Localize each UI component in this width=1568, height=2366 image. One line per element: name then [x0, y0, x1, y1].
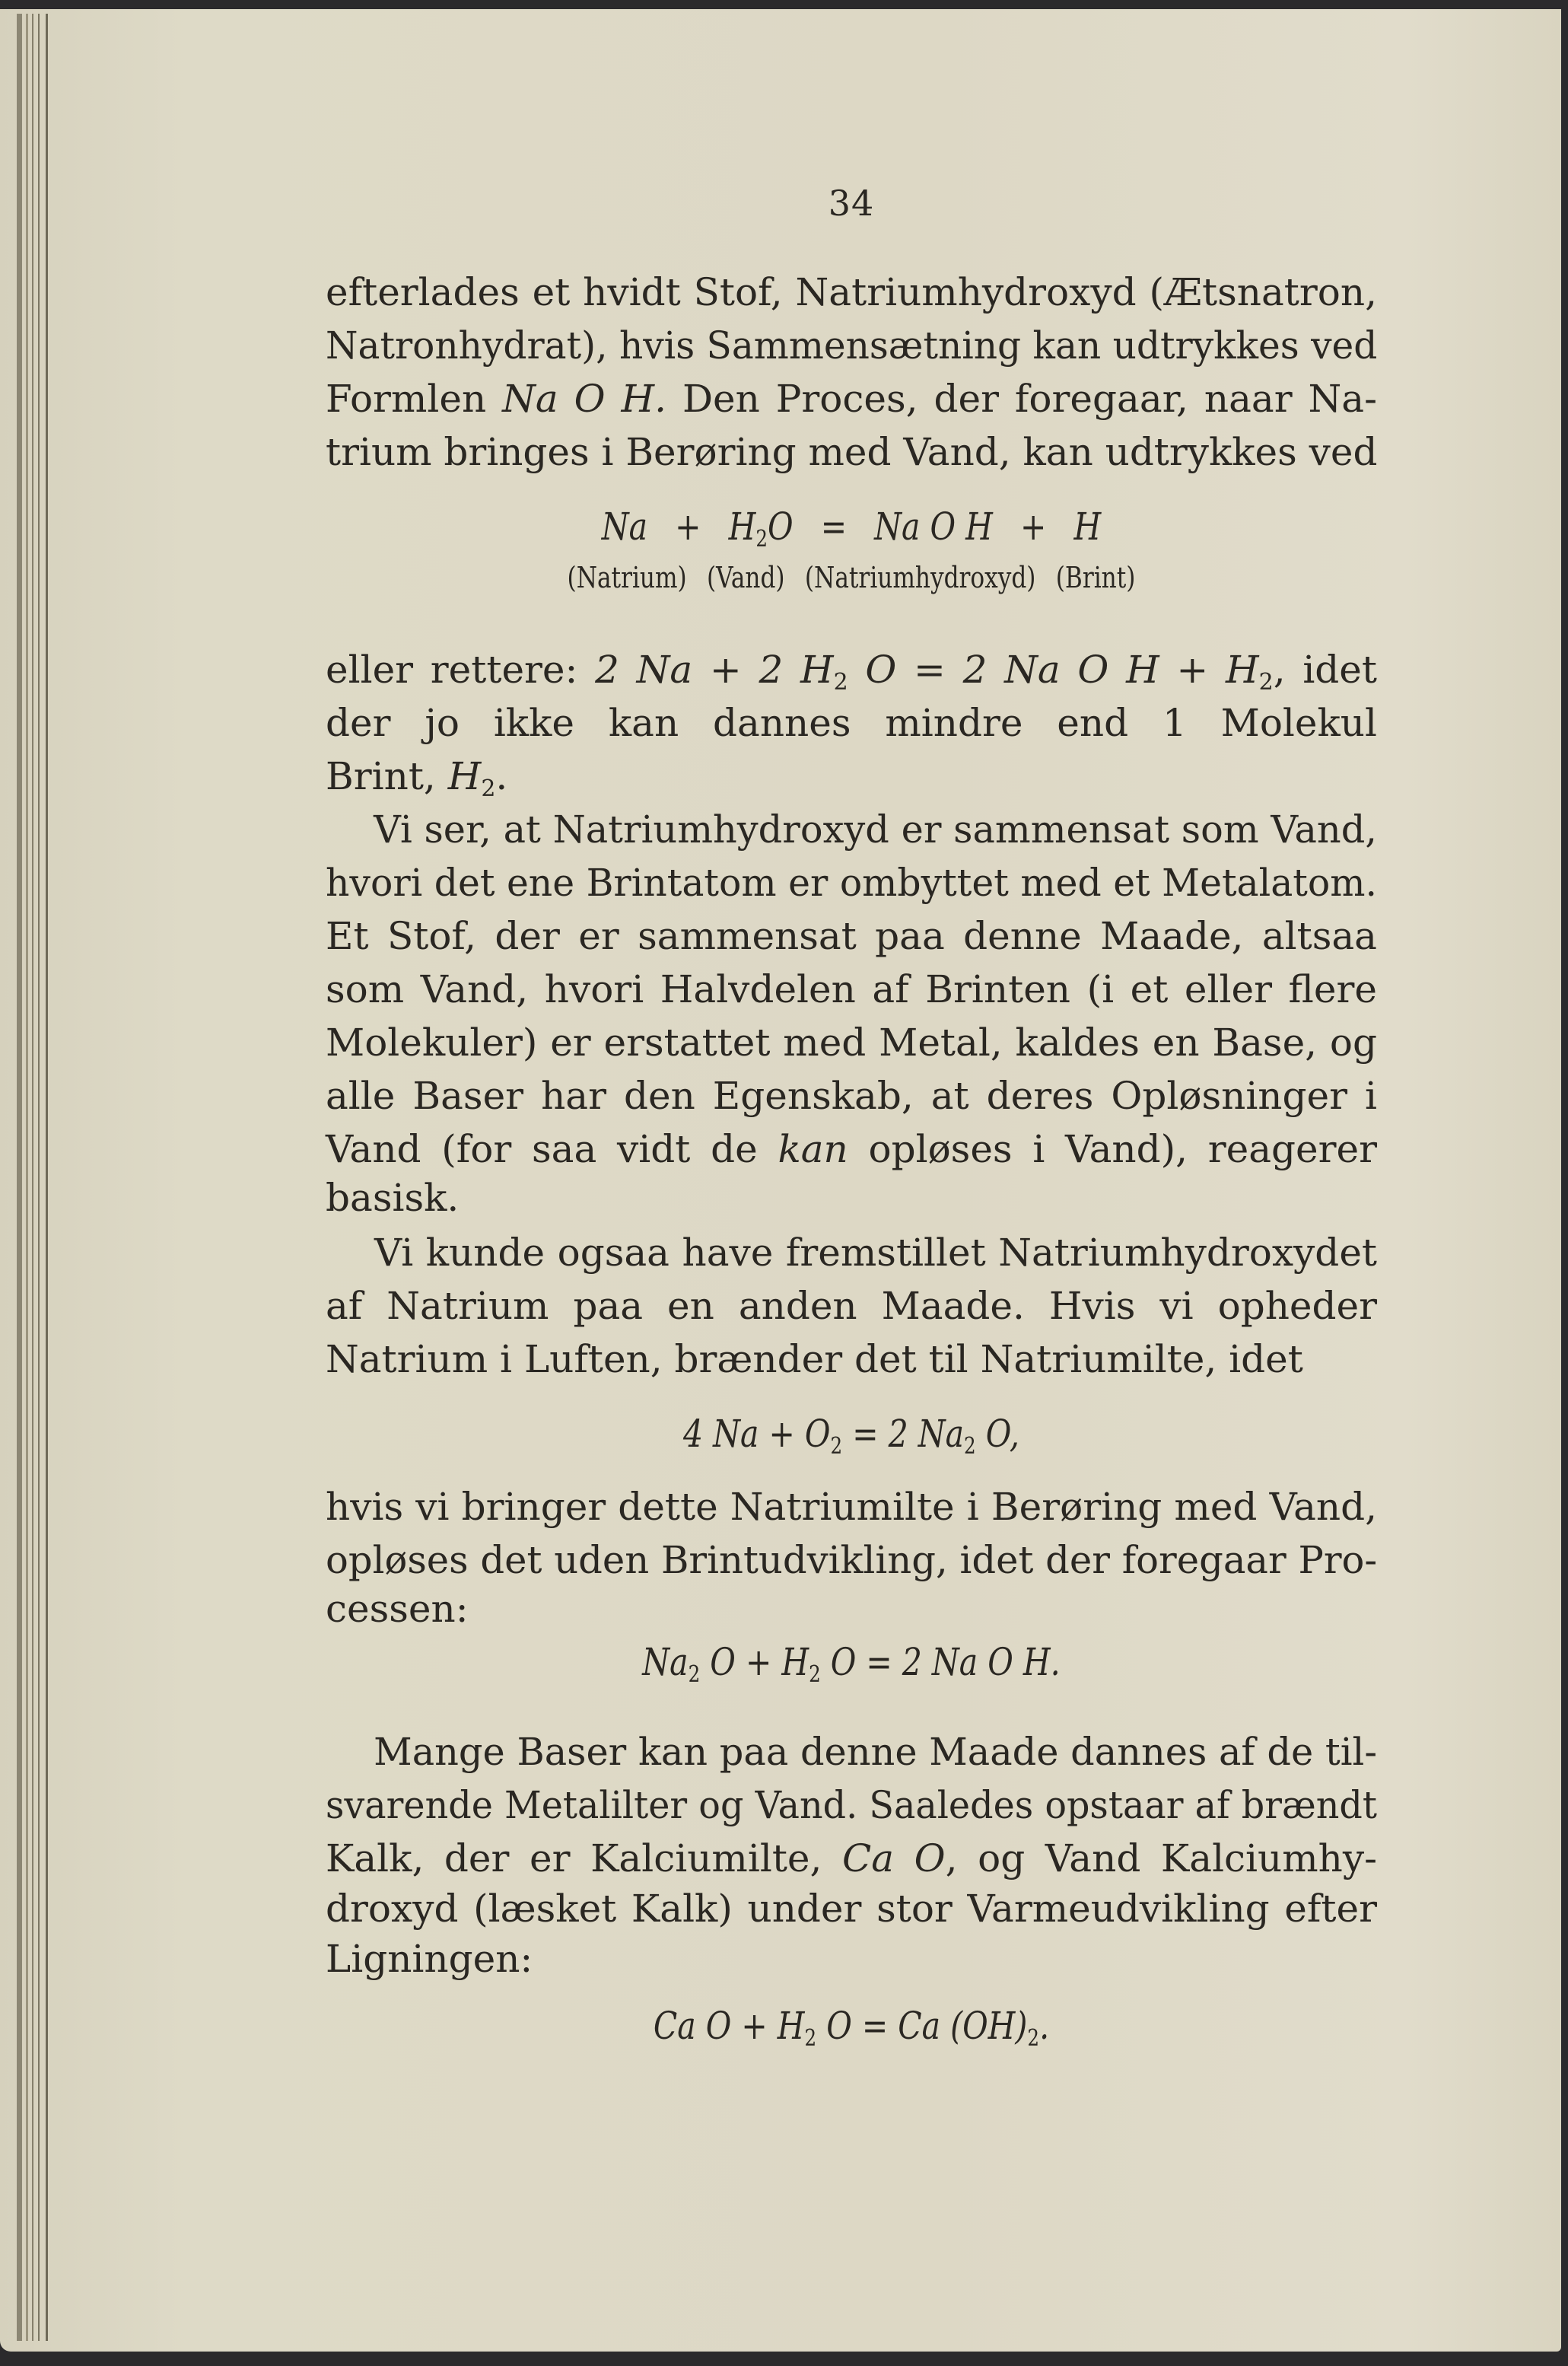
page-edge-line: [17, 14, 22, 2341]
equation-sodium-oxide: [420, 1411, 1282, 1470]
text-span: .: [495, 754, 508, 798]
text-line: svarende Metalilter og Vand. Saaledes opstaar af brændt: [326, 1783, 1377, 1827]
eq-term: O,: [975, 1412, 1019, 1456]
eq-term: Ca O + H: [653, 2004, 805, 2048]
text-line: cessen:: [326, 1587, 469, 1631]
text-line: Mange Baser kan paa denne Maade dannes af de til-: [374, 1730, 1378, 1774]
formula: H: [447, 754, 482, 798]
formula: Na O H.: [502, 377, 667, 421]
eq-sub: 2: [809, 1661, 821, 1688]
text-line: basisk.: [326, 1176, 460, 1220]
eq-op: +: [675, 505, 701, 549]
text-line: efterlades et hvidt Stof, Natriumhydroxyd (Ætsnatron,: [326, 270, 1377, 314]
eq-op: +: [1020, 505, 1047, 549]
eq-sub: 2: [804, 2025, 817, 2052]
text-line: [326, 1836, 1377, 1881]
eq-label: (Vand): [707, 561, 785, 594]
text-line: Molekuler) er erstattet med Metal, kaldes en Base, og: [326, 1021, 1377, 1065]
eq-label: (Natrium): [567, 561, 687, 594]
text-line: Natronhydrat), hvis Sammensætning kan udtrykkes ved: [326, 323, 1378, 368]
eq-term: = 2 Na: [842, 1412, 965, 1456]
eq-op: =: [820, 505, 848, 549]
eq-sub: 2: [1027, 2025, 1040, 2052]
eq-sub: 2: [830, 1433, 843, 1460]
page-number: 34: [828, 183, 875, 224]
eq-term: Na O H: [874, 505, 993, 549]
text-line: Vi ser, at Natriumhydroxyd er sammensat som Vand,: [374, 807, 1378, 852]
eq-term: H: [1073, 505, 1102, 549]
eq-sub: 2: [964, 1433, 976, 1460]
text-span: Formlen: [326, 377, 503, 421]
text-line: [326, 376, 1377, 422]
formula: Ca O: [841, 1836, 946, 1880]
eq-term: O = Ca (OH): [816, 2004, 1028, 2048]
equation-labels: [420, 559, 1282, 597]
formula: O = 2 Na O H + H: [848, 648, 1259, 692]
text-line: af Natrium paa en anden Maade. Hvis vi opheder: [326, 1284, 1377, 1328]
text-line: Et Stof, der er sammensat paa denne Maade, altsaa: [326, 914, 1377, 958]
text-span: eller rettere:: [326, 648, 596, 692]
eq-term: Na: [642, 1640, 689, 1684]
text-line: trium bringes i Berøring med Vand, kan udtrykkes ved: [326, 430, 1378, 474]
eq-term: 4 Na + O: [683, 1412, 831, 1456]
text-line: droxyd (læsket Kalk) under stor Varmeudvikling efter: [326, 1887, 1377, 1931]
page-edge-line: [38, 14, 40, 2341]
eq-term: O = 2 Na O H.: [820, 1640, 1061, 1684]
text-line: som Vand, hvori Halvdelen af Brinten (i et eller flere: [326, 967, 1377, 1011]
page-edge-line: [26, 14, 28, 2341]
text-line: Ligningen:: [326, 1937, 533, 1981]
text-span: Kalk, der er Kalciumilte,: [326, 1836, 842, 1880]
equation-oxide-water: [420, 1639, 1282, 1698]
equation-calcium-oxide-water: [420, 2003, 1282, 2062]
text-span: Den Proces, der foregaar, naar Na-: [666, 377, 1377, 421]
text-line: opløses det uden Brintudvikling, idet der foregaar Pro-: [326, 1538, 1378, 1582]
text-span: , og Vand Kalciumhy-: [945, 1836, 1378, 1880]
formula-sub: 2: [833, 669, 848, 696]
text-span: Brint,: [326, 754, 448, 798]
text-line: Vi kunde ogsaa have fremstillet Natriumhydroxydet: [374, 1231, 1377, 1275]
book-page: [0, 9, 1561, 2352]
text-line: der jo ikke kan dannes mindre end 1 Molekul: [326, 701, 1377, 745]
text-line: [326, 1126, 1377, 1172]
eq-sub: 2: [688, 1661, 701, 1688]
text-span: Vand (for saa vidt de: [326, 1127, 778, 1171]
eq-term: Na: [601, 505, 648, 549]
text-line: hvis vi bringer dette Natriumilte i Berøring med Vand,: [326, 1485, 1377, 1529]
text-line: [326, 647, 1377, 705]
eq-term: H: [728, 505, 756, 549]
page-edge-line: [32, 14, 33, 2341]
page-edges-binding: [0, 9, 53, 2352]
text-line: [326, 753, 1377, 812]
text-line: Natrium i Luften, brænder det til Natriumilte, idet: [326, 1337, 1303, 1381]
formula-sub: 2: [1258, 669, 1274, 696]
page-edge-line: [46, 14, 48, 2341]
text-line: hvori det ene Brintatom er ombyttet med et Metalatom.: [326, 861, 1377, 905]
emphasis: kan: [778, 1127, 848, 1171]
text-span: opløses i Vand), reagerer: [848, 1127, 1378, 1171]
eq-term: O: [768, 505, 794, 549]
eq-label: (Natriumhydroxyd): [804, 561, 1036, 594]
eq-label: (Brint): [1055, 561, 1136, 594]
formula-sub: 2: [481, 775, 496, 802]
text-line: alle Baser har den Egenskab, at deres Opløsninger i: [326, 1074, 1377, 1118]
eq-term: O + H: [700, 1640, 809, 1684]
eq-term: .: [1039, 2004, 1050, 2048]
eq-sub: 2: [755, 526, 768, 552]
text-span: , idet: [1273, 648, 1377, 692]
equation-sodium-water: [420, 504, 1282, 562]
formula: 2 Na + 2 H: [595, 648, 834, 692]
